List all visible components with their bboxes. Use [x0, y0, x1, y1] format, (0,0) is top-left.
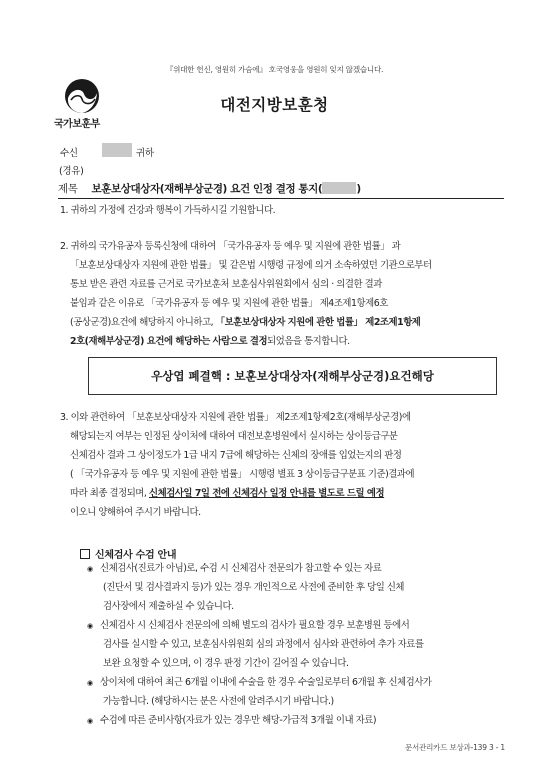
bullet-line: 검사를 실시할 수 있고, 보훈심사위원회 심의 과정에서 심사와 관련하여 추가 자료를: [103, 639, 424, 650]
section-title-text: 신체검사 수검 안내: [95, 550, 177, 561]
para3-line: ( 「국가유공자 등 예우 및 지원에 관한 법률」 시행령 별표 3 상이등급구분표 기준)결과에: [70, 469, 415, 480]
bullet-icon: ◉: [87, 717, 94, 725]
bullet-item: [100, 559, 404, 616]
para3-line: 이오니 양해하여 주시기 바랍니다.: [70, 507, 201, 518]
para2-line: (공상군경)요건에 해당하지 아니하고,: [70, 317, 214, 328]
agency-name: 대전지방보훈청: [220, 96, 329, 114]
redacted-name: [102, 143, 132, 157]
bullet-line: 검사장에서 제출하실 수 있습니다.: [103, 601, 234, 612]
subject-text: 보훈보상대상자(재해부상군경) 요건 인정 결정 통지(: [91, 183, 323, 195]
bullet-item: [100, 673, 431, 711]
bullet-line: 신체검사 시 신체검사 전문의에 의해 별도의 검사가 필요할 경우 보훈병원 등에서: [100, 620, 410, 631]
para2-line: 붙임과 같은 이유로 「국가유공자 등 예우 및 지원에 관한 법률」 제4조제1항제6호: [70, 298, 388, 309]
subject-end: ): [356, 183, 361, 195]
para3-line: 신체검사 결과 그 상이정도가 1급 내지 7급에 해당하는 신체의 장애를 입었는지의 판정: [70, 450, 402, 461]
para2-line: 되었음을 통지합니다.: [267, 336, 350, 347]
bullet-line: 수검에 따른 준비사항(자료가 있는 경우만 해당-가급적 3개월 이내 자료): [100, 715, 377, 726]
paragraph-1: 1. 귀하의 가정에 건강과 행복이 가득하시길 기원합니다.: [60, 205, 276, 216]
paragraph-3: [60, 408, 414, 522]
bullet-icon: ◉: [87, 679, 94, 687]
para2-bold: 「보훈보상대상자 지원에 관한 법률」 제2조제1항제: [215, 317, 421, 328]
para3-line: 3. 이와 관련하여 「보훈보상대상자 지원에 관한 법률」 제2조제1항제2호(재해부상군경)에: [60, 412, 411, 423]
bullet-line: (진단서 및 검사결과지 등)가 있는 경우 개인적으로 사전에 준비한 후 당일 신체: [103, 582, 405, 593]
subject-row: [58, 181, 361, 196]
bullet-icon: ◉: [87, 622, 94, 630]
bullet-icon: ◉: [87, 565, 94, 573]
recipient-suffix: 귀하: [136, 148, 154, 159]
bullet-line: 가능합니다. (해당하시는 분은 사전에 알려주시기 바랍니다.): [103, 696, 334, 707]
bullet-line: 신체검사(진료가 아님)로, 수검 시 신체검사 전문의가 참고할 수 있는 자료: [100, 563, 382, 574]
decision-box: 우상엽 폐결핵 : 보훈보상대상자(재해부상군경)요건해당: [88, 357, 497, 395]
para3-line: 따라 최종 결정되며,: [70, 488, 147, 499]
para2-line: 2. 귀하의 국가유공자 등록신청에 대하여 「국가유공자 등 예우 및 지원에 관한 법률」 과: [60, 241, 401, 252]
via-label: (경유): [59, 166, 84, 177]
bullet-line: 상이처에 대하여 최근 6개월 이내에 수술을 한 경우 수술일로부터 6개월 후 신체검사가: [100, 677, 432, 688]
document-footer: 문서관리카드 보상과-139 3 - 1: [404, 743, 505, 752]
logo-label: 국가보훈부: [54, 119, 100, 130]
bullet-line: 보완 요청할 수 있으며, 이 경우 판정 기간이 길어질 수 있습니다.: [103, 658, 349, 669]
para2-bold: 2호(재해부상군경) 요건에 해당하는 사람으로 결정: [70, 336, 268, 347]
divider: [58, 198, 504, 199]
redacted-date: [322, 182, 356, 194]
para3-line: 해당되는지 여부는 인정된 상이처에 대하여 대전보훈병원에서 실시하는 상이등급구분: [70, 431, 398, 442]
motto: 『위대한 헌신, 영원히 가슴에』 호국영웅을 영원히 잊지 않겠습니다.: [165, 65, 384, 74]
bullet-item: [100, 711, 376, 730]
checkbox-square-icon: [80, 549, 90, 559]
bullet-item: [100, 616, 423, 673]
subject-label: 제목: [58, 183, 78, 195]
para2-line: 「보훈보상대상자 지원에 관한 법률」 및 같은법 시행령 규정에 의거 소속하였던 기관으로부터: [70, 260, 432, 271]
para3-emphasis: 신체검사일 7일 전에 신체검사 일정 안내를 별도로 드릴 예정: [148, 488, 385, 499]
paragraph-2: [60, 237, 432, 351]
para2-line: 통보 받은 관련 자료를 근거로 국가보훈처 보훈심사위원회에서 심의 · 의결한 결과: [70, 279, 382, 290]
recipient-label: 수신: [60, 148, 78, 159]
